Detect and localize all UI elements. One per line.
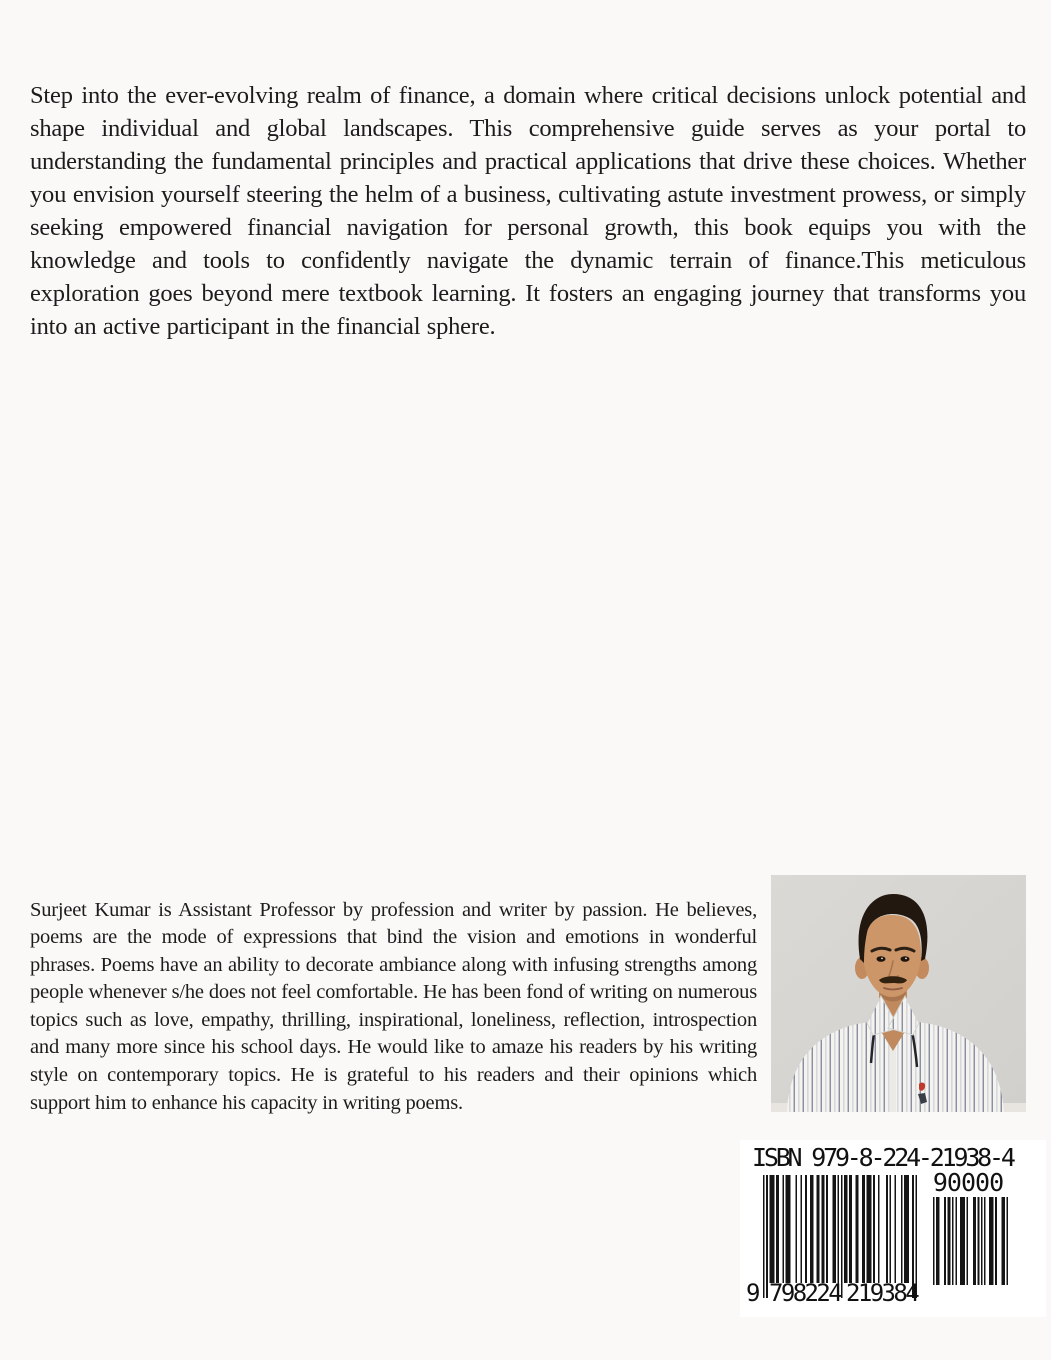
synopsis-paragraph: Step into the ever-evolving realm of finance, a domain where critical decisions unlock potential and shape individual and global landscapes. This comprehensive guide serves as your portal to understanding the fundamental principles and practical applications that drive these choices. Whether you envision yourself steering the helm of a business, cultivating astute investment prowess, or simply seeking empowered financial navigation for personal growth, this book equips you with the knowledge and tools to confidently navigate the dynamic terrain of finance.This meticulous exploration goes beyond mere textbook learning. It fosters an engaging journey that transforms you into an active participant in the financial sphere.	[30, 81, 1026, 340]
barcode-digit-first: 9	[746, 1279, 758, 1307]
barcode-digits-right: 219384	[846, 1279, 918, 1307]
author-photo	[771, 875, 1026, 1112]
isbn-label: ISBN 979-8-224-21938-4	[752, 1143, 1013, 1172]
price-code-label: 90000	[932, 1168, 1004, 1197]
barcode-block	[740, 1140, 1046, 1317]
barcode-digits	[740, 1279, 1046, 1305]
barcode-digits-left: 798224	[769, 1279, 841, 1307]
author-bio-paragraph: Surjeet Kumar is Assistant Professor by profession and writer by passion. He believes, poems are the mode of expressions that bind the vision and emotions in wonderful phrases. Poems have an ability to decorate ambiance along with infusing strengths among people whenever s/he does not feel comfortable. He has been fond of writing on numerous topics such as love, empathy, thrilling, inspirational, loneliness, reflection, introspection and many more since his school days. He would like to amaze his readers by his writing style on contemporary topics. He is grateful to his readers and their opinions which support him to enhance his capacity in writing poems.	[30, 898, 757, 1114]
price-addon-barcode	[933, 1197, 1008, 1285]
